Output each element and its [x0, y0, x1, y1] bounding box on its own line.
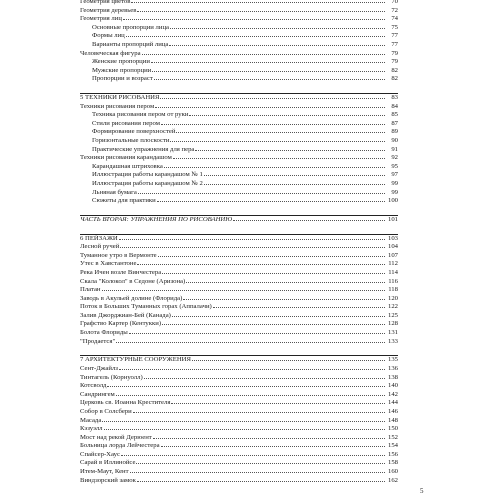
- toc-entry-title: Иллюстрация работы карандашом № 2: [92, 179, 203, 187]
- dot-leader: [137, 264, 385, 265]
- toc-entry[interactable]: [80, 243, 398, 252]
- toc-entry-page: 142: [387, 390, 398, 398]
- dot-leader: [120, 247, 385, 248]
- dot-leader: [162, 273, 385, 274]
- toc-entry-page: 79: [391, 49, 398, 57]
- toc-entry-page: 77: [391, 40, 398, 48]
- dot-leader: [233, 220, 385, 221]
- toc-entry-page: 75: [391, 23, 398, 31]
- dot-leader: [102, 290, 385, 291]
- dot-leader: [204, 184, 385, 185]
- toc-entry-title: Горизонтальные плоскости: [92, 137, 170, 144]
- toc-entry-page: 135: [387, 356, 398, 364]
- toc-entry-page: 133: [387, 337, 398, 345]
- toc-entry[interactable]: [80, 252, 398, 261]
- toc-entry[interactable]: [80, 329, 398, 338]
- toc-entry-title: "Продается": [80, 337, 116, 345]
- toc-entry[interactable]: [80, 374, 398, 383]
- toc-entry[interactable]: [80, 425, 398, 434]
- toc-entry-page: 122: [387, 303, 398, 311]
- toc-entry-title: Графство Картер (Кентукки): [80, 320, 162, 328]
- toc-chapter-entry[interactable]: [80, 94, 398, 103]
- toc-entry-page: 162: [387, 476, 398, 484]
- dot-leader: [186, 282, 385, 283]
- dot-leader: [137, 11, 385, 12]
- dot-leader: [176, 132, 385, 133]
- toc-entry[interactable]: [80, 303, 398, 312]
- dot-leader: [137, 481, 385, 482]
- toc-entry[interactable]: [80, 128, 398, 137]
- toc-entry-title: Техника рисования пером от руки: [92, 111, 189, 119]
- toc-entry-page: 104: [387, 243, 398, 251]
- toc-entry-title: Платан: [80, 286, 101, 294]
- toc-entry-page: 112: [388, 260, 398, 268]
- toc-entry-title: Скала "Колокол" в Седоне (Аризона): [80, 277, 186, 285]
- toc-entry[interactable]: [80, 32, 398, 41]
- dot-leader: [129, 333, 385, 334]
- toc-entry[interactable]: [80, 58, 398, 67]
- toc-entry-page: 82: [391, 66, 398, 74]
- toc-entry-page: 150: [387, 425, 398, 433]
- toc-entry-page: 118: [388, 286, 398, 294]
- dot-leader: [204, 175, 385, 176]
- toc-entry-title: Собор в Солсбери: [80, 407, 132, 415]
- toc-entry-page: 136: [387, 364, 398, 372]
- toc-entry-title: Итем-Маут, Кент: [80, 468, 129, 476]
- toc-entry-title: Варианты пропорций лица: [92, 40, 169, 48]
- dot-leader: [130, 472, 385, 473]
- toc-entry-title: Поток в Больших Туманных горах (Аппалачи): [80, 303, 212, 311]
- toc-entry[interactable]: [80, 417, 398, 426]
- toc-entry-title: Женские пропорции: [92, 58, 150, 66]
- toc-entry-title: Сюжеты для практики: [92, 197, 156, 205]
- toc-entry[interactable]: [80, 75, 398, 84]
- toc-entry-page: 138: [387, 373, 398, 381]
- toc-entry[interactable]: [80, 180, 398, 189]
- toc-entry-page: 74: [391, 15, 398, 23]
- dot-leader: [142, 54, 385, 55]
- toc-entry[interactable]: [80, 146, 398, 155]
- toc-entry-page: 154: [387, 442, 398, 450]
- dot-leader: [154, 79, 385, 80]
- toc-entry[interactable]: [80, 67, 398, 76]
- toc-entry-title: Масада: [80, 416, 102, 424]
- toc-entry[interactable]: [80, 391, 398, 400]
- toc-entry[interactable]: [80, 189, 398, 198]
- toc-chapter-entry[interactable]: [80, 235, 398, 244]
- section-gap: [80, 206, 398, 215]
- toc-entry-page: 70: [391, 0, 398, 5]
- toc-entry-title: Формирование поверхностей: [92, 128, 176, 136]
- section-gap: [80, 224, 398, 233]
- toc-entry[interactable]: [80, 365, 398, 374]
- toc-entry[interactable]: [80, 260, 398, 269]
- toc-entry-title: ЧАСТЬ ВТОРАЯ: УПРАЖНЕНИЯ ПО РИСОВАНИЮ: [80, 215, 233, 223]
- toc-entry-page: 92: [391, 154, 398, 162]
- toc-entry-title: Кэзуэлл: [80, 425, 103, 433]
- toc-entry-page: 84: [391, 102, 398, 110]
- toc-entry-title: Утес в Хавстантоне: [80, 260, 137, 268]
- dot-leader: [189, 115, 385, 116]
- toc-entry-title: Туманное утро в Вермонте: [80, 251, 157, 259]
- toc-entry-page: 125: [387, 311, 398, 319]
- dot-leader: [157, 201, 385, 202]
- toc-entry-page: 101: [387, 215, 398, 223]
- dot-leader: [170, 141, 385, 142]
- toc-entry[interactable]: [80, 0, 398, 7]
- toc-entry-title: Геометрия деревьев: [80, 6, 137, 14]
- toc-entry[interactable]: [80, 286, 398, 295]
- toc-entry[interactable]: [80, 459, 398, 468]
- toc-entry-page: 72: [391, 6, 398, 14]
- toc-entry-page: 103: [387, 234, 398, 242]
- toc-entry-page: 89: [391, 128, 398, 136]
- toc-entry-title: Сандрингем: [80, 390, 115, 398]
- toc-entry-title: 6 ПЕЙЗАЖИ: [80, 234, 118, 242]
- dot-leader: [153, 438, 385, 439]
- toc-entry-page: 152: [387, 433, 398, 441]
- toc-entry-title: 7 АРХИТЕКТУРНЫЕ СООРУЖЕНИЯ: [80, 356, 191, 364]
- toc-entry-title: Техники рисования карандашом: [80, 154, 172, 162]
- toc-entry-page: 79: [391, 58, 398, 66]
- toc-entry-page: 83: [391, 94, 398, 102]
- toc-entry-title: Болота Флориды: [80, 329, 128, 337]
- table-of-contents: [80, 0, 398, 485]
- toc-entry-page: 158: [387, 459, 398, 467]
- toc-entry-title: Залив Джорджиан-Бей (Канада): [80, 311, 171, 319]
- toc-entry[interactable]: [80, 24, 398, 33]
- section-gap: [80, 84, 398, 93]
- toc-entry-title: Льняная бумага: [92, 188, 137, 196]
- dot-leader: [173, 158, 385, 159]
- dot-leader: [116, 395, 385, 396]
- toc-entry-page: 148: [387, 416, 398, 424]
- toc-entry-title: Практические упражнения для пера: [92, 145, 195, 153]
- toc-entry-title: Мужские пропорции: [92, 66, 152, 74]
- toc-entry[interactable]: [80, 399, 398, 408]
- dot-leader: [131, 2, 385, 3]
- toc-entry-title: Иллюстрация работы карандашом № 1: [92, 171, 203, 179]
- toc-chapter-entry[interactable]: [80, 216, 398, 225]
- toc-entry-title: Формы лиц: [92, 32, 125, 40]
- toc-entry-title: Мост над рекой Дерюент: [80, 433, 152, 441]
- toc-entry[interactable]: [80, 338, 398, 347]
- toc-entry[interactable]: [80, 477, 398, 486]
- toc-entry-title: Лесной ручей: [80, 243, 120, 251]
- dot-leader: [162, 324, 385, 325]
- toc-entry-title: Стили рисования пером: [92, 119, 160, 127]
- toc-entry-page: 160: [387, 468, 398, 476]
- toc-entry-title: Геометрия лиц: [80, 15, 122, 23]
- toc-entry-page: 156: [387, 450, 398, 458]
- toc-entry[interactable]: [80, 382, 398, 391]
- toc-entry[interactable]: [80, 137, 398, 146]
- toc-entry-title: Сент-Джайлз: [80, 364, 118, 372]
- dot-leader: [151, 62, 385, 63]
- toc-entry-page: 91: [391, 145, 398, 153]
- toc-entry-title: Пропорции и возраст: [92, 75, 153, 83]
- dot-leader: [183, 299, 385, 300]
- toc-entry[interactable]: [80, 468, 398, 477]
- toc-entry-page: 128: [387, 320, 398, 328]
- dot-leader: [107, 386, 385, 387]
- toc-entry[interactable]: [80, 163, 398, 172]
- toc-entry-title: Геометрия цветов: [80, 0, 131, 5]
- toc-entry-page: 140: [387, 382, 398, 390]
- toc-entry[interactable]: [80, 320, 398, 329]
- toc-entry[interactable]: [80, 154, 398, 163]
- toc-entry[interactable]: [80, 41, 398, 50]
- toc-entry[interactable]: [80, 451, 398, 460]
- dot-leader: [169, 45, 385, 46]
- dot-leader: [164, 167, 385, 168]
- toc-entry-page: 95: [391, 162, 398, 170]
- toc-entry-title: Основные пропорции лица: [92, 23, 169, 31]
- toc-entry[interactable]: [80, 103, 398, 112]
- toc-entry[interactable]: [80, 7, 398, 16]
- toc-entry-title: Карандашная штриховка: [92, 162, 163, 170]
- toc-entry-title: Котсволд: [80, 382, 107, 390]
- dot-leader: [195, 150, 385, 151]
- toc-entry-page: 82: [391, 75, 398, 83]
- dot-leader: [170, 28, 385, 29]
- dot-leader: [158, 256, 385, 257]
- dot-leader: [133, 412, 385, 413]
- dot-leader: [119, 239, 385, 240]
- toc-entry-title: Спайсер-Хаус: [80, 450, 120, 458]
- toc-entry-title: Больница лорда Лейчестера: [80, 442, 160, 450]
- toc-entry-title: 5 ТЕХНИКИ РИСОВАНИЯ: [80, 94, 160, 102]
- dot-leader: [152, 71, 385, 72]
- toc-entry-page: 85: [391, 111, 398, 119]
- section-gap: [80, 346, 398, 355]
- dot-leader: [138, 193, 385, 194]
- toc-entry[interactable]: [80, 111, 398, 120]
- toc-entry[interactable]: [80, 312, 398, 321]
- toc-entry-page: 97: [391, 171, 398, 179]
- dot-leader: [161, 124, 385, 125]
- toc-entry[interactable]: [80, 434, 398, 443]
- toc-entry-title: Сарай в Иллинойсе: [80, 459, 136, 467]
- dot-leader: [161, 446, 385, 447]
- toc-entry[interactable]: [80, 269, 398, 278]
- toc-entry[interactable]: [80, 295, 398, 304]
- toc-entry[interactable]: [80, 120, 398, 129]
- toc-entry[interactable]: [80, 15, 398, 24]
- dot-leader: [172, 316, 385, 317]
- dot-leader: [119, 369, 385, 370]
- toc-entry-page: 116: [388, 277, 398, 285]
- page-number: 5: [420, 487, 424, 495]
- toc-entry-title: Церковь св. Иоанна Крестителя: [80, 399, 171, 407]
- dot-leader: [121, 455, 385, 456]
- dot-leader: [171, 403, 385, 404]
- toc-entry-title: Заводь в Акульей долине (Флорида): [80, 294, 183, 302]
- toc-entry[interactable]: [80, 197, 398, 206]
- toc-entry-title: Река Ичен возле Винчестера: [80, 268, 162, 276]
- toc-entry-title: Тинтагель (Корнуолл): [80, 373, 143, 381]
- toc-entry[interactable]: [80, 278, 398, 287]
- dot-leader: [102, 421, 385, 422]
- toc-entry-page: 114: [388, 268, 398, 276]
- dot-leader: [155, 107, 385, 108]
- toc-entry-title: Человеческая фигура: [80, 49, 141, 57]
- toc-entry-page: 87: [391, 119, 398, 127]
- toc-entry-page: 99: [391, 188, 398, 196]
- dot-leader: [123, 19, 385, 20]
- toc-entry-page: 131: [387, 329, 398, 337]
- toc-entry-page: 107: [387, 251, 398, 259]
- toc-entry[interactable]: [80, 171, 398, 180]
- toc-entry-page: 99: [391, 179, 398, 187]
- toc-entry[interactable]: [80, 408, 398, 417]
- toc-entry-page: 120: [387, 294, 398, 302]
- dot-leader: [144, 378, 385, 379]
- toc-entry-page: 144: [387, 399, 398, 407]
- toc-entry[interactable]: [80, 442, 398, 451]
- dot-leader: [192, 360, 385, 361]
- toc-chapter-entry[interactable]: [80, 356, 398, 365]
- dot-leader: [126, 36, 385, 37]
- dot-leader: [213, 307, 385, 308]
- dot-leader: [104, 429, 385, 430]
- toc-entry-page: 90: [391, 137, 398, 144]
- dot-leader: [160, 98, 385, 99]
- toc-entry-title: Виндзорский замок: [80, 476, 136, 484]
- toc-entry-page: 146: [387, 407, 398, 415]
- dot-leader: [136, 463, 385, 464]
- toc-entry-title: Техники рисования пером: [80, 102, 155, 110]
- dot-leader: [116, 342, 385, 343]
- toc-entry-page: 100: [387, 197, 398, 205]
- toc-entry[interactable]: [80, 50, 398, 59]
- toc-entry-page: 77: [391, 32, 398, 40]
